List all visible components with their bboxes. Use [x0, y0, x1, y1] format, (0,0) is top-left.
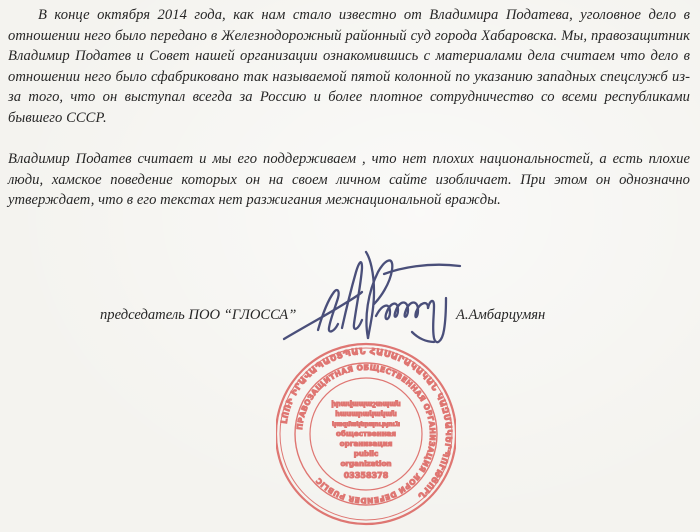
- stamp-outer-text: ԼՈՌԻ ԻՐԱՎԱՊԱՇՏՊԱՆ ՀԱՍԱՐԱԿԱԿԱՆ ԿԱԶՄԱԿԵՐՊՈՒԹՅՈՒՆ: [279, 346, 454, 501]
- stamp-center-line: public: [353, 449, 379, 458]
- stamp-center-line: 03358378: [343, 471, 389, 480]
- stamp-center-line: organization: [340, 459, 392, 468]
- paragraph-2: Владимир Податев считает и мы его поддерживаем , что нет плохих национальностей, а есть плохие люди, хамское поведение которых он на своем личном сайте изобличает. При этом он однозначно утверждает, что в его текстах нет разжигания межнациональной вражды.: [8, 151, 690, 209]
- stamp-center-line: հասարակական: [335, 409, 397, 418]
- stamp-center-line: организация: [339, 439, 393, 448]
- signatory-position: председатель ПОО “ГЛОССА”: [100, 307, 297, 323]
- handwritten-signature: [282, 246, 482, 354]
- stamp-center-line: իրավապաշտպան: [331, 399, 401, 408]
- stamp-inner-text: ПРАВОЗАЩИТНАЯ ОБЩЕСТВЕННАЯ ОРГАНИЗАЦИЯ ЛОРИ DEFENDER PUBLIC: [295, 362, 438, 506]
- stamp-center-line: կազմակերպություն: [332, 420, 400, 428]
- stamp-center-text: [331, 399, 401, 480]
- signatory-name: А.Амбарцумян: [456, 307, 546, 323]
- stamp-center-line: общественная: [335, 429, 397, 438]
- paragraph-1: В конце октября 2014 года, как нам стало известно от Владимира Податева, уголовное дело в отношении него было передано в Железнодорожный районный суд города Хабаровска. Мы, правозащитник Владимир Податев и Совет нашей организации ознакомившись с материалами дела считаем что дело в отношении него было сфабриковано так называемой пятой колонной по указанию западных спецслужб из-за того, что он выступал всегда за Россию и более плотное сотрудничество со всеми республиками бывшего СССР.: [8, 7, 690, 126]
- organization-stamp: [276, 332, 456, 532]
